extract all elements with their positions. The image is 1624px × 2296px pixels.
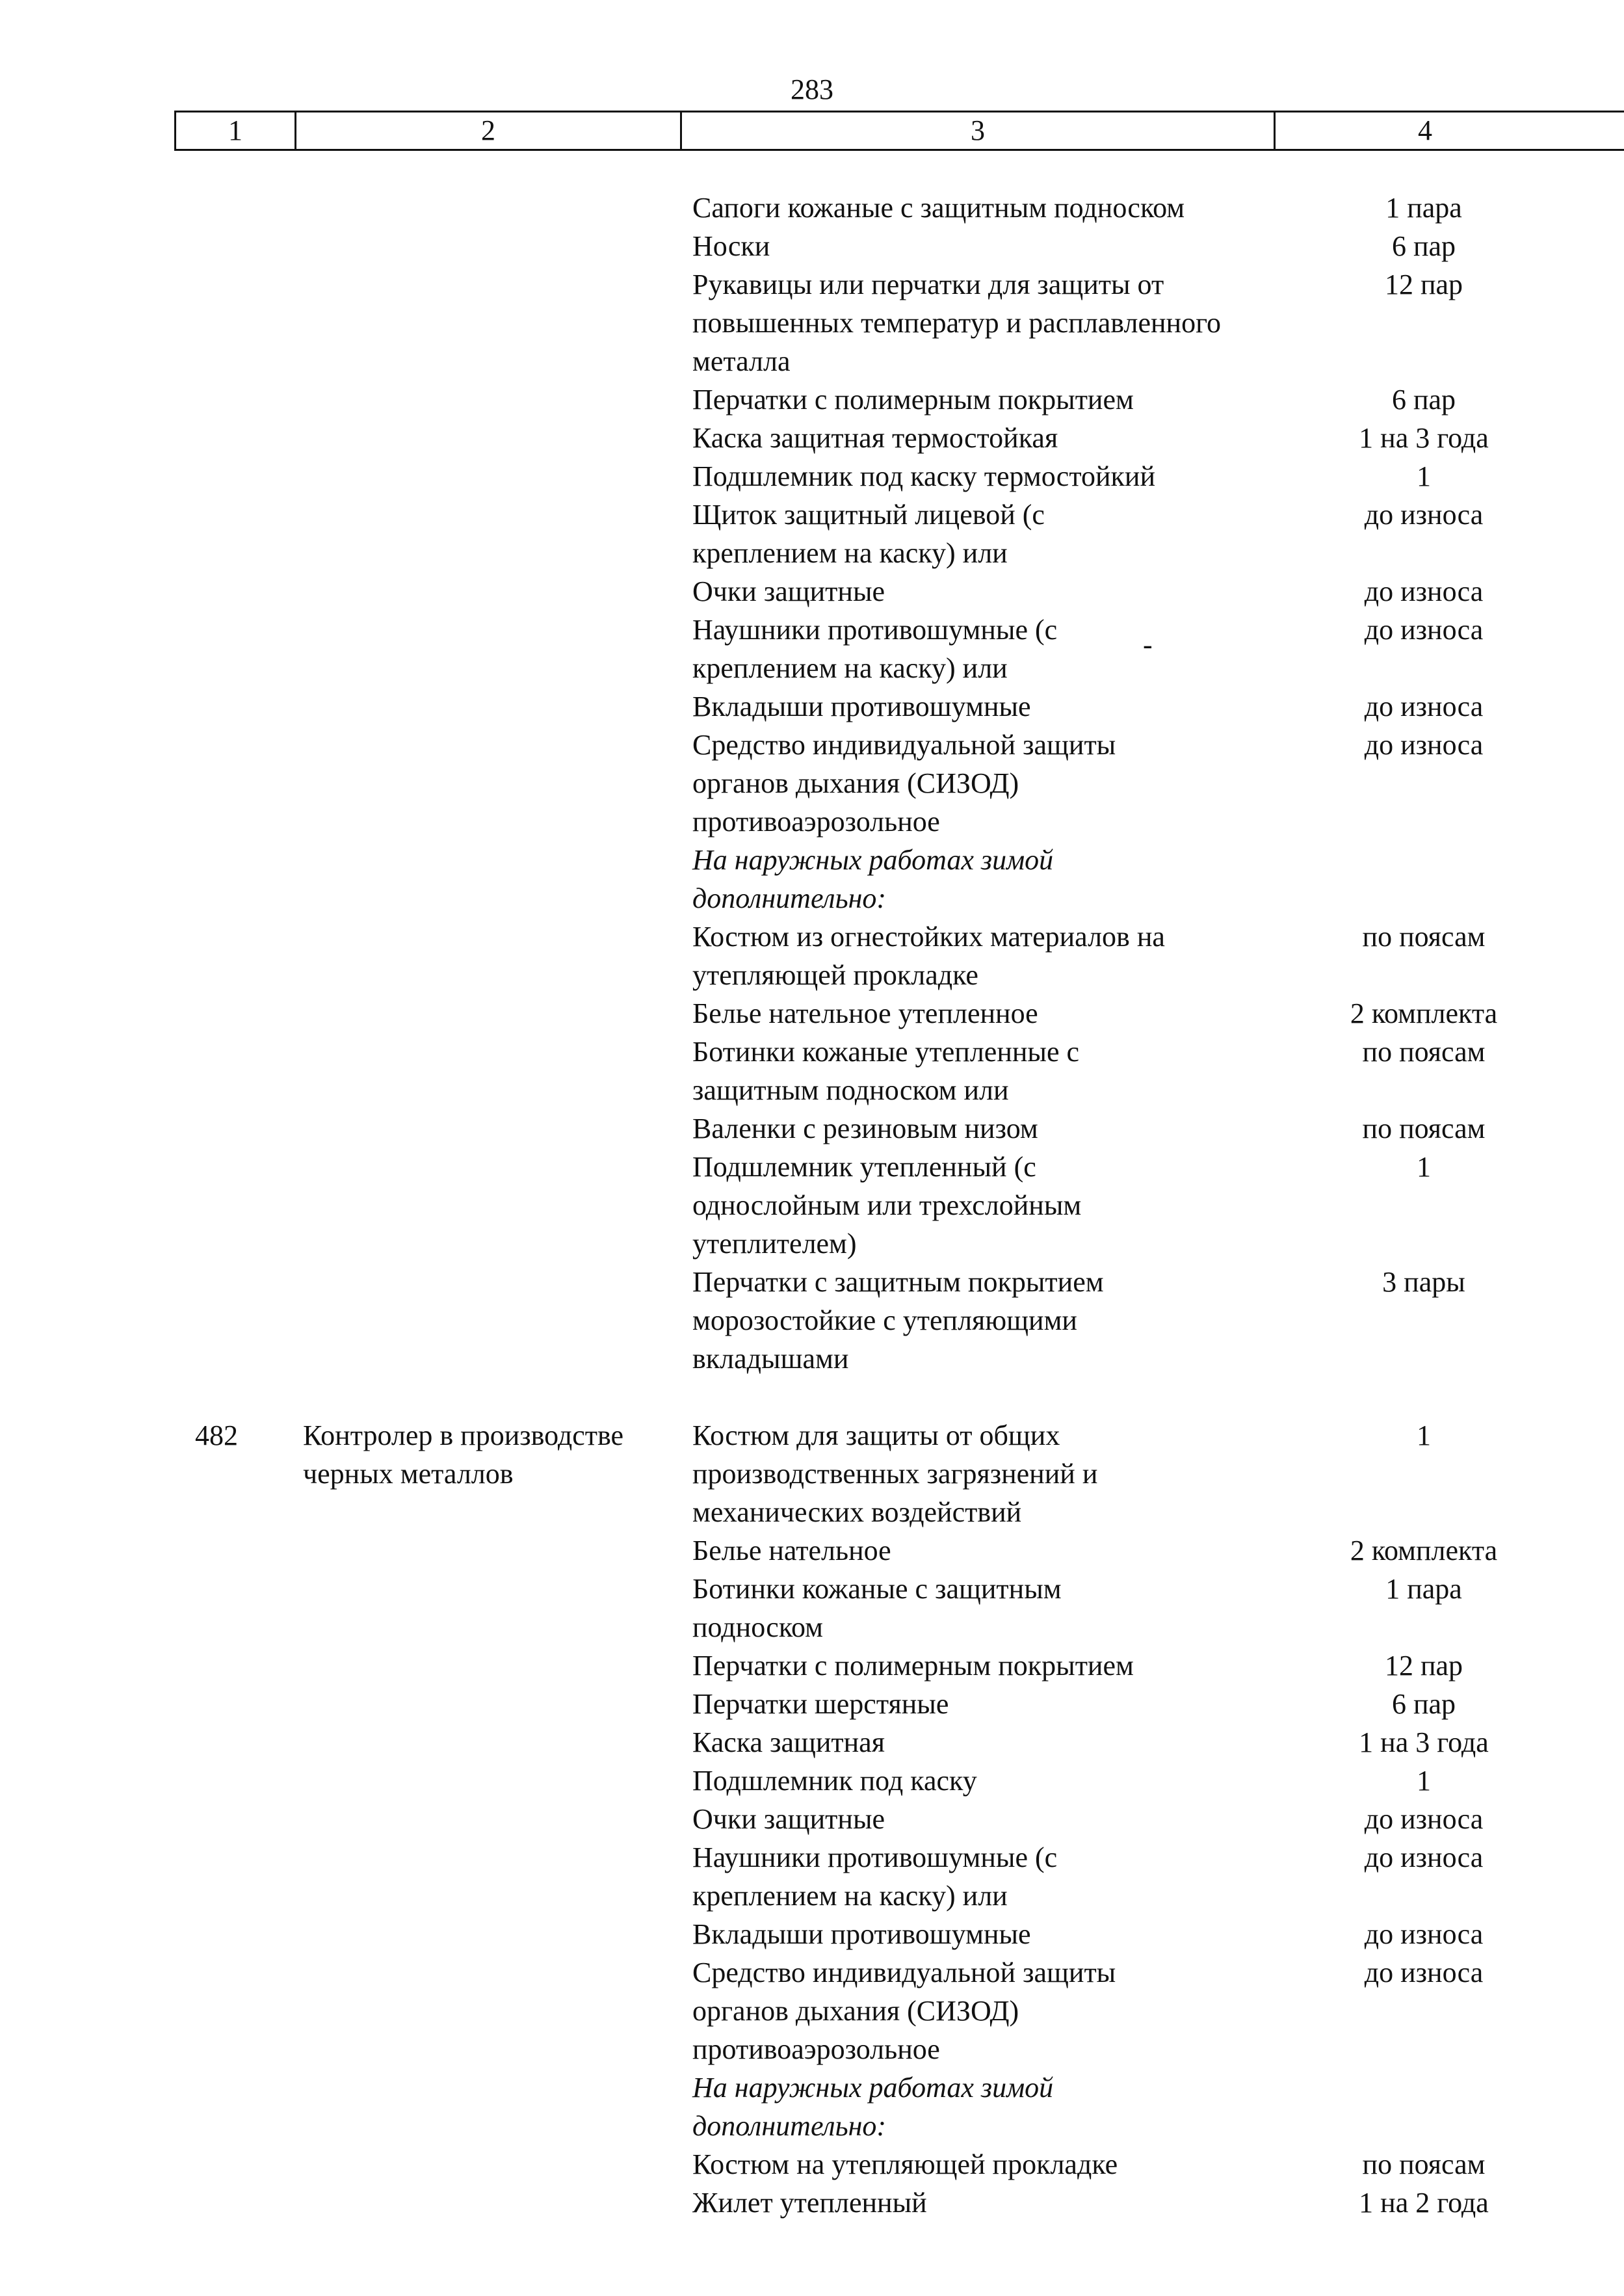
item-name: Сапоги кожаные с защитным подноском [692, 192, 1185, 224]
item-name: Рукавицы или перчатки для защиты от повышенных температур и расплавленного металла [692, 269, 1222, 377]
item-norm: 2 комплекта [1350, 1535, 1498, 1566]
item-norm: 1 на 2 года [1359, 2187, 1489, 2219]
item-norm: до износа [1364, 691, 1484, 722]
item-norm: 1 [1417, 1151, 1431, 1183]
item-name: Средство индивидуальной защиты органов дыхания (СИЗОД) противоаэрозольное [692, 1957, 1116, 2065]
item-name: Носки [692, 230, 770, 262]
item-norm: 12 пар [1384, 1650, 1463, 1682]
item-norm: 6 пар [1391, 1688, 1456, 1720]
item-norm: 1 пара [1385, 192, 1462, 224]
item-norm: 1 [1417, 1419, 1431, 1451]
item-name: Подшлемник под каску [692, 1765, 977, 1797]
entry-title: Контролер в производстве черных металлов [303, 1419, 624, 1490]
item-name: Очки защитные [692, 575, 885, 607]
item-name: Жилет утепленный [692, 2187, 927, 2219]
item-name: Перчатки с полимерным покрытием [692, 1650, 1134, 1682]
winter-section-heading: На наружных работах зимой дополнительно: [692, 844, 1054, 914]
item-norm: 6 пар [1391, 384, 1456, 416]
item-norm: 2 комплекта [1350, 997, 1498, 1029]
item-norm: по поясам [1362, 1036, 1486, 1068]
item-norm: до износа [1364, 575, 1484, 607]
item-norm: до износа [1364, 1918, 1484, 1950]
page-number: 283 [791, 73, 833, 105]
item-name: Ботинки кожаные с защитным подноском [692, 1573, 1062, 1643]
column-header-row [174, 111, 1624, 151]
item-name: Перчатки с защитным покрытием морозостойкие с утепляющими вкладышами [692, 1266, 1104, 1375]
item-norm: 1 на 3 года [1359, 1726, 1489, 1758]
header-col-2: 2 [481, 114, 495, 146]
item-norm: 1 [1417, 1765, 1431, 1797]
stray-mark: - [1143, 629, 1153, 661]
header-col-3: 3 [971, 114, 985, 146]
item-name: Ботинки кожаные утепленные с защитным подноском или [692, 1036, 1080, 1106]
item-name: Очки защитные [692, 1803, 885, 1835]
winter-section-heading: На наружных работах зимой дополнительно: [692, 2072, 1054, 2142]
item-name: Костюм для защиты от общих производственных загрязнений и механических воздействий [692, 1419, 1098, 1528]
header-col-1: 1 [228, 114, 242, 146]
item-name: Вкладыши противошумные [692, 1918, 1031, 1950]
item-norm: до износа [1364, 1957, 1484, 1988]
item-norm: до износа [1364, 1803, 1484, 1835]
item-name: Белье нательное [692, 1535, 891, 1566]
item-name: Вкладыши противошумные [692, 691, 1031, 722]
item-norm: до износа [1364, 1841, 1484, 1873]
item-norm: 1 пара [1385, 1573, 1462, 1605]
item-norm: до износа [1364, 499, 1484, 531]
header-col-4: 4 [1418, 114, 1432, 146]
item-norm: до износа [1364, 614, 1484, 646]
item-norm: 1 [1417, 460, 1431, 492]
item-norm: по поясам [1362, 2148, 1486, 2180]
item-name: Белье нательное утепленное [692, 997, 1038, 1029]
item-norm: 12 пар [1384, 269, 1463, 300]
item-name: Подшлемник под каску термостойкий [692, 460, 1155, 492]
entry-number: 482 [195, 1419, 238, 1451]
item-name: Щиток защитный лицевой (с креплением на каску) или [692, 499, 1045, 569]
item-name: Наушники противошумные (с креплением на каску) или [692, 614, 1058, 684]
item-name: Валенки с резиновым низом [692, 1113, 1038, 1144]
item-norm: по поясам [1362, 1113, 1486, 1144]
item-name: Наушники противошумные (с креплением на каску) или [692, 1841, 1058, 1912]
item-norm: 6 пар [1391, 230, 1456, 262]
item-name: Каска защитная [692, 1726, 885, 1758]
item-norm: до износа [1364, 729, 1484, 761]
item-name: Перчатки с полимерным покрытием [692, 384, 1134, 416]
item-name: Костюм на утепляющей прокладке [692, 2148, 1118, 2180]
item-name: Перчатки шерстяные [692, 1688, 949, 1720]
item-norm: 3 пары [1382, 1266, 1465, 1298]
item-name: Подшлемник утепленный (с однослойным или трехслойным утеплителем) [692, 1151, 1082, 1260]
item-norm: 1 на 3 года [1359, 422, 1489, 454]
item-name: Средство индивидуальной защиты органов дыхания (СИЗОД) противоаэрозольное [692, 729, 1116, 838]
item-name: Костюм из огнестойких материалов на утепляющей прокладке [692, 921, 1165, 991]
item-norm: по поясам [1362, 921, 1486, 953]
item-name: Каска защитная термостойкая [692, 422, 1058, 454]
